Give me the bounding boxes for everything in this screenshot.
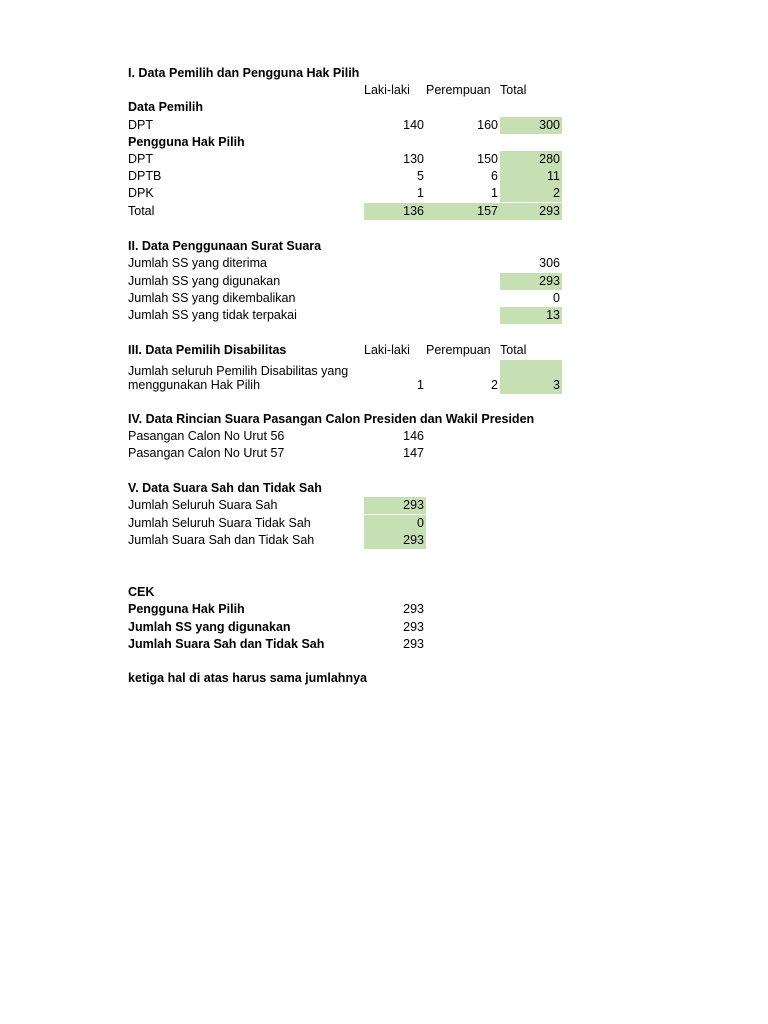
header-perempuan: Perempuan xyxy=(426,343,491,357)
pengguna-hak-pilih-label: Pengguna Hak Pilih xyxy=(128,135,245,149)
vote-value: 147 xyxy=(403,446,424,460)
table-row xyxy=(0,601,768,618)
total-value: 293 xyxy=(500,273,562,290)
row-label: Jumlah SS yang dikembalikan xyxy=(128,291,296,305)
section3-header-row xyxy=(0,342,768,359)
table-row xyxy=(0,307,768,324)
table-row xyxy=(0,168,768,185)
row-label: Jumlah Suara Sah dan Tidak Sah xyxy=(128,637,325,651)
check-value: 293 xyxy=(403,602,424,616)
header-perempuan: Perempuan xyxy=(426,83,491,97)
section4-title: IV. Data Rincian Suara Pasangan Calon Presiden dan Wakil Presiden xyxy=(128,412,535,426)
vote-value: 146 xyxy=(403,429,424,443)
row-label: Jumlah seluruh Pemilih Disabilitas yang menggunakan Hak Pilih xyxy=(128,364,349,392)
total-value: 3 xyxy=(500,360,562,394)
table-row xyxy=(0,619,768,636)
perempuan-value: 6 xyxy=(491,169,498,183)
check-value: 293 xyxy=(403,637,424,651)
total-value: 11 xyxy=(500,168,562,185)
pengguna-row xyxy=(0,134,768,151)
perempuan-total: 157 xyxy=(426,203,500,220)
table-row xyxy=(0,117,768,134)
laki-laki-value: 5 xyxy=(417,169,424,183)
header-laki-laki: Laki-laki xyxy=(364,343,410,357)
row-label: Pasangan Calon No Urut 56 xyxy=(128,429,285,443)
grand-total: 293 xyxy=(500,203,562,220)
row-label: Jumlah SS yang digunakan xyxy=(128,274,281,288)
total-value: 280 xyxy=(500,151,562,168)
row-label: DPK xyxy=(128,186,154,200)
vote-value: 293 xyxy=(364,497,426,514)
table-row xyxy=(0,515,768,532)
section1-title-row xyxy=(0,65,768,82)
table-row xyxy=(0,290,768,307)
vote-value: 293 xyxy=(364,532,426,549)
section2-title-row xyxy=(0,238,768,255)
laki-laki-value: 1 xyxy=(417,378,424,392)
laki-laki-value: 1 xyxy=(417,186,424,200)
row-label: DPT xyxy=(128,118,153,132)
row-label: Pasangan Calon No Urut 57 xyxy=(128,446,285,460)
laki-laki-total: 136 xyxy=(364,203,426,220)
table-row xyxy=(0,255,768,272)
perempuan-value: 2 xyxy=(491,378,498,392)
table-row xyxy=(0,445,768,462)
total-value: 13 xyxy=(500,307,562,324)
table-row xyxy=(0,497,768,514)
row-label: Pengguna Hak Pilih xyxy=(128,602,245,616)
section1-header-row xyxy=(0,82,768,99)
table-row xyxy=(0,185,768,202)
row-label: Jumlah Seluruh Suara Tidak Sah xyxy=(128,516,311,530)
table-row xyxy=(0,273,768,290)
row-label: Jumlah SS yang diterima xyxy=(128,256,267,270)
perempuan-value: 1 xyxy=(491,186,498,200)
row-label: Jumlah SS yang digunakan xyxy=(128,620,291,634)
table-row xyxy=(0,151,768,168)
data-pemilih-label: Data Pemilih xyxy=(128,100,204,114)
section5-title-row xyxy=(0,480,768,497)
table-row xyxy=(0,636,768,653)
section2-title: II. Data Penggunaan Surat Suara xyxy=(128,239,322,253)
row-label: DPTB xyxy=(128,169,162,183)
disabilitas-row xyxy=(0,360,768,394)
row-label: Jumlah SS yang tidak terpakai xyxy=(128,308,297,322)
section1-title: I. Data Pemilih dan Pengguna Hak Pilih xyxy=(128,66,360,80)
section3-title: III. Data Pemilih Disabilitas xyxy=(128,343,287,357)
total-value: 300 xyxy=(500,117,562,134)
vote-value: 0 xyxy=(364,515,426,532)
note-row xyxy=(0,670,768,687)
laki-laki-value: 140 xyxy=(403,118,424,132)
perempuan-value: 160 xyxy=(477,118,498,132)
note-text: ketiga hal di atas harus sama jumlahnya xyxy=(128,671,367,685)
header-laki-laki: Laki-laki xyxy=(364,83,410,97)
laki-laki-value: 130 xyxy=(403,152,424,166)
cek-title: CEK xyxy=(128,585,155,599)
row-label: Jumlah Seluruh Suara Sah xyxy=(128,498,278,512)
header-total: Total xyxy=(500,83,527,97)
cek-title-row xyxy=(0,584,768,601)
perempuan-value: 150 xyxy=(477,152,498,166)
row-label: Jumlah Suara Sah dan Tidak Sah xyxy=(128,533,315,547)
data-pemilih-row xyxy=(0,99,768,116)
header-total: Total xyxy=(500,343,527,357)
check-value: 293 xyxy=(403,620,424,634)
section4-title-row xyxy=(0,411,768,428)
table-row xyxy=(0,428,768,445)
row-label: DPT xyxy=(128,152,153,166)
total-value: 0 xyxy=(553,291,560,305)
total-value: 306 xyxy=(539,256,560,270)
table-row xyxy=(0,532,768,549)
total-value: 2 xyxy=(500,185,562,202)
section5-title: V. Data Suara Sah dan Tidak Sah xyxy=(128,481,322,495)
row-label: Total xyxy=(128,204,155,218)
total-row xyxy=(0,203,768,220)
